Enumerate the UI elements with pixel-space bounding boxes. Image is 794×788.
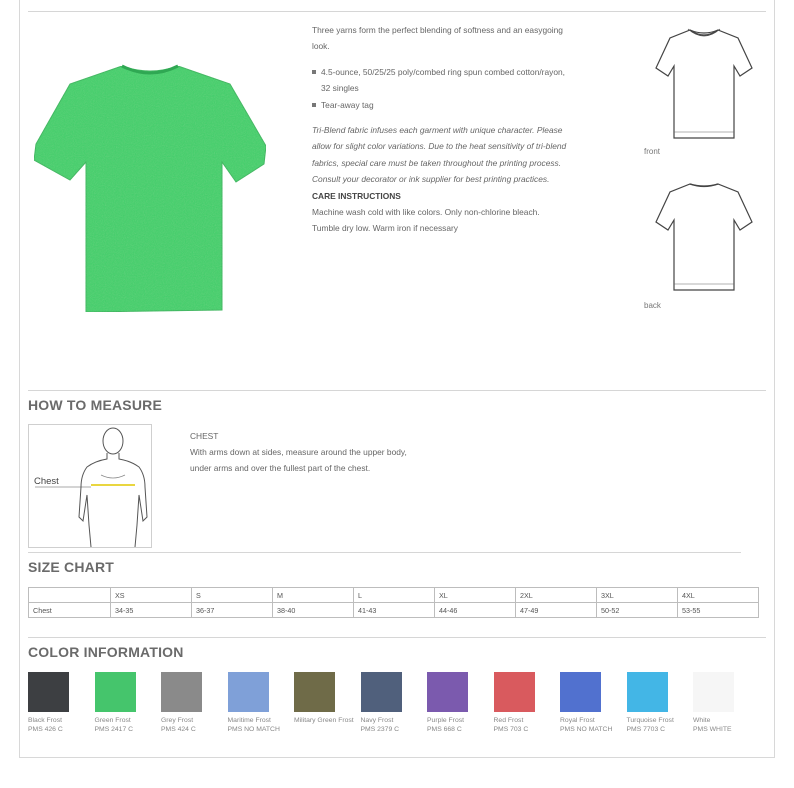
color-chip[interactable] bbox=[294, 672, 335, 712]
color-swatch[interactable] bbox=[228, 672, 294, 733]
color-pms: PMS WHITE bbox=[693, 726, 732, 733]
color-swatch[interactable] bbox=[627, 672, 693, 733]
color-chip[interactable] bbox=[627, 672, 668, 712]
color-chip[interactable] bbox=[228, 672, 269, 712]
color-chip[interactable] bbox=[427, 672, 468, 712]
how-to-measure-title: HOW TO MEASURE bbox=[28, 397, 162, 413]
chest-value-cell: 36-37 bbox=[192, 603, 273, 618]
color-chip[interactable] bbox=[361, 672, 402, 712]
color-swatch[interactable] bbox=[95, 672, 161, 733]
color-pms: PMS 424 C bbox=[161, 726, 196, 733]
chest-row bbox=[29, 603, 759, 618]
color-swatch[interactable] bbox=[427, 672, 493, 733]
chest-row-label: Chest bbox=[29, 603, 111, 618]
color-pms: PMS 2417 C bbox=[94, 726, 134, 733]
feature-list bbox=[312, 64, 567, 113]
color-pms: PMS NO MATCH bbox=[227, 726, 280, 733]
back-sketch-image bbox=[654, 180, 754, 296]
color-name: Military Green Frost bbox=[294, 717, 354, 724]
color-name: Green Frost bbox=[94, 717, 131, 724]
chest-label: Chest bbox=[34, 476, 59, 487]
size-header-empty bbox=[29, 588, 111, 603]
description-intro: Three yarns form the perfect blending of softness and an easygoing look. bbox=[312, 25, 563, 52]
color-name: Black Frost bbox=[28, 717, 62, 724]
front-label: front bbox=[644, 147, 661, 156]
measure-figure bbox=[28, 424, 152, 548]
color-swatch[interactable] bbox=[28, 672, 94, 733]
color-name: Royal Frost bbox=[560, 717, 595, 724]
chest-value-cell: 41-43 bbox=[354, 603, 435, 618]
color-pms: PMS 426 C bbox=[28, 726, 63, 733]
color-chip[interactable] bbox=[95, 672, 136, 712]
size-header-cell: L bbox=[354, 588, 435, 603]
back-label: back bbox=[644, 301, 661, 310]
color-swatch[interactable] bbox=[361, 672, 427, 733]
chest-value-cell: 38-40 bbox=[273, 603, 354, 618]
color-name: Purple Frost bbox=[427, 717, 465, 724]
size-header-row bbox=[29, 588, 759, 603]
color-chip[interactable] bbox=[560, 672, 601, 712]
size-chart-title: SIZE CHART bbox=[28, 559, 114, 575]
color-swatch[interactable] bbox=[494, 672, 560, 733]
top-divider bbox=[28, 11, 766, 12]
size-header-cell: 4XL bbox=[678, 588, 759, 603]
color-name: Grey Frost bbox=[161, 717, 194, 724]
color-name: Turquoise Frost bbox=[626, 717, 674, 724]
size-header-cell: XL bbox=[435, 588, 516, 603]
color-chip[interactable] bbox=[494, 672, 535, 712]
care-instructions-title: CARE INSTRUCTIONS bbox=[312, 190, 401, 201]
chest-value-cell: 44-46 bbox=[435, 603, 516, 618]
divider bbox=[28, 390, 766, 391]
color-name: Red Frost bbox=[493, 717, 524, 724]
color-name: Maritime Frost bbox=[227, 717, 271, 724]
color-pms: PMS 703 C bbox=[493, 726, 529, 733]
divider bbox=[28, 637, 766, 638]
divider bbox=[28, 552, 741, 553]
chest-heading: CHEST bbox=[190, 431, 219, 441]
shirt-body bbox=[34, 66, 266, 312]
color-pms: PMS 7703 C bbox=[626, 726, 666, 733]
size-chart-table bbox=[28, 587, 759, 618]
size-header-cell: 2XL bbox=[516, 588, 597, 603]
tri-blend-note: Tri-Blend fabric infuses each garment with unique character. Please allow for slight color variations. Due to the heat sensitivity of tri-blend fabrics, special care must be taken throughout the printing process. Consult your decorator or ink supplier for best printing practices. bbox=[312, 125, 567, 185]
care-instructions-text: Machine wash cold with like colors. Only non-chlorine bleach. Tumble dry low. Warm iron if necessary bbox=[312, 207, 540, 234]
chest-value-cell: 34-35 bbox=[111, 603, 192, 618]
color-swatch[interactable] bbox=[294, 672, 360, 726]
chest-value-cell: 50-52 bbox=[597, 603, 678, 618]
color-swatch[interactable] bbox=[560, 672, 626, 733]
chest-value-cell: 53-55 bbox=[678, 603, 759, 618]
size-header-cell: 3XL bbox=[597, 588, 678, 603]
color-pms: PMS 668 C bbox=[427, 726, 462, 733]
color-information-title: COLOR INFORMATION bbox=[28, 644, 184, 660]
chest-text-line: under arms and over the fullest part of the chest. bbox=[190, 463, 371, 473]
feature-item: Tear-away tag bbox=[312, 97, 567, 113]
color-pms: PMS 2379 C bbox=[360, 726, 400, 733]
color-swatch[interactable] bbox=[161, 672, 227, 733]
chest-value-cell: 47-49 bbox=[516, 603, 597, 618]
size-header-cell: M bbox=[273, 588, 354, 603]
product-description bbox=[312, 22, 567, 237]
front-sketch-image bbox=[654, 26, 754, 144]
product-shirt-image bbox=[30, 62, 270, 314]
feature-item: 4.5-ounce, 50/25/25 poly/combed ring spun combed cotton/rayon, 32 singles bbox=[312, 64, 567, 97]
chest-text-line: With arms down at sides, measure around the upper body, bbox=[190, 447, 407, 457]
color-pms: PMS NO MATCH bbox=[560, 726, 613, 733]
color-swatch[interactable] bbox=[693, 672, 759, 733]
size-header-cell: XS bbox=[111, 588, 192, 603]
chest-instructions bbox=[190, 428, 407, 476]
color-name: White bbox=[693, 717, 711, 724]
color-chip[interactable] bbox=[693, 672, 734, 712]
size-header-cell: S bbox=[192, 588, 273, 603]
color-chip[interactable] bbox=[28, 672, 69, 712]
color-name: Navy Frost bbox=[360, 717, 394, 724]
color-chip[interactable] bbox=[161, 672, 202, 712]
